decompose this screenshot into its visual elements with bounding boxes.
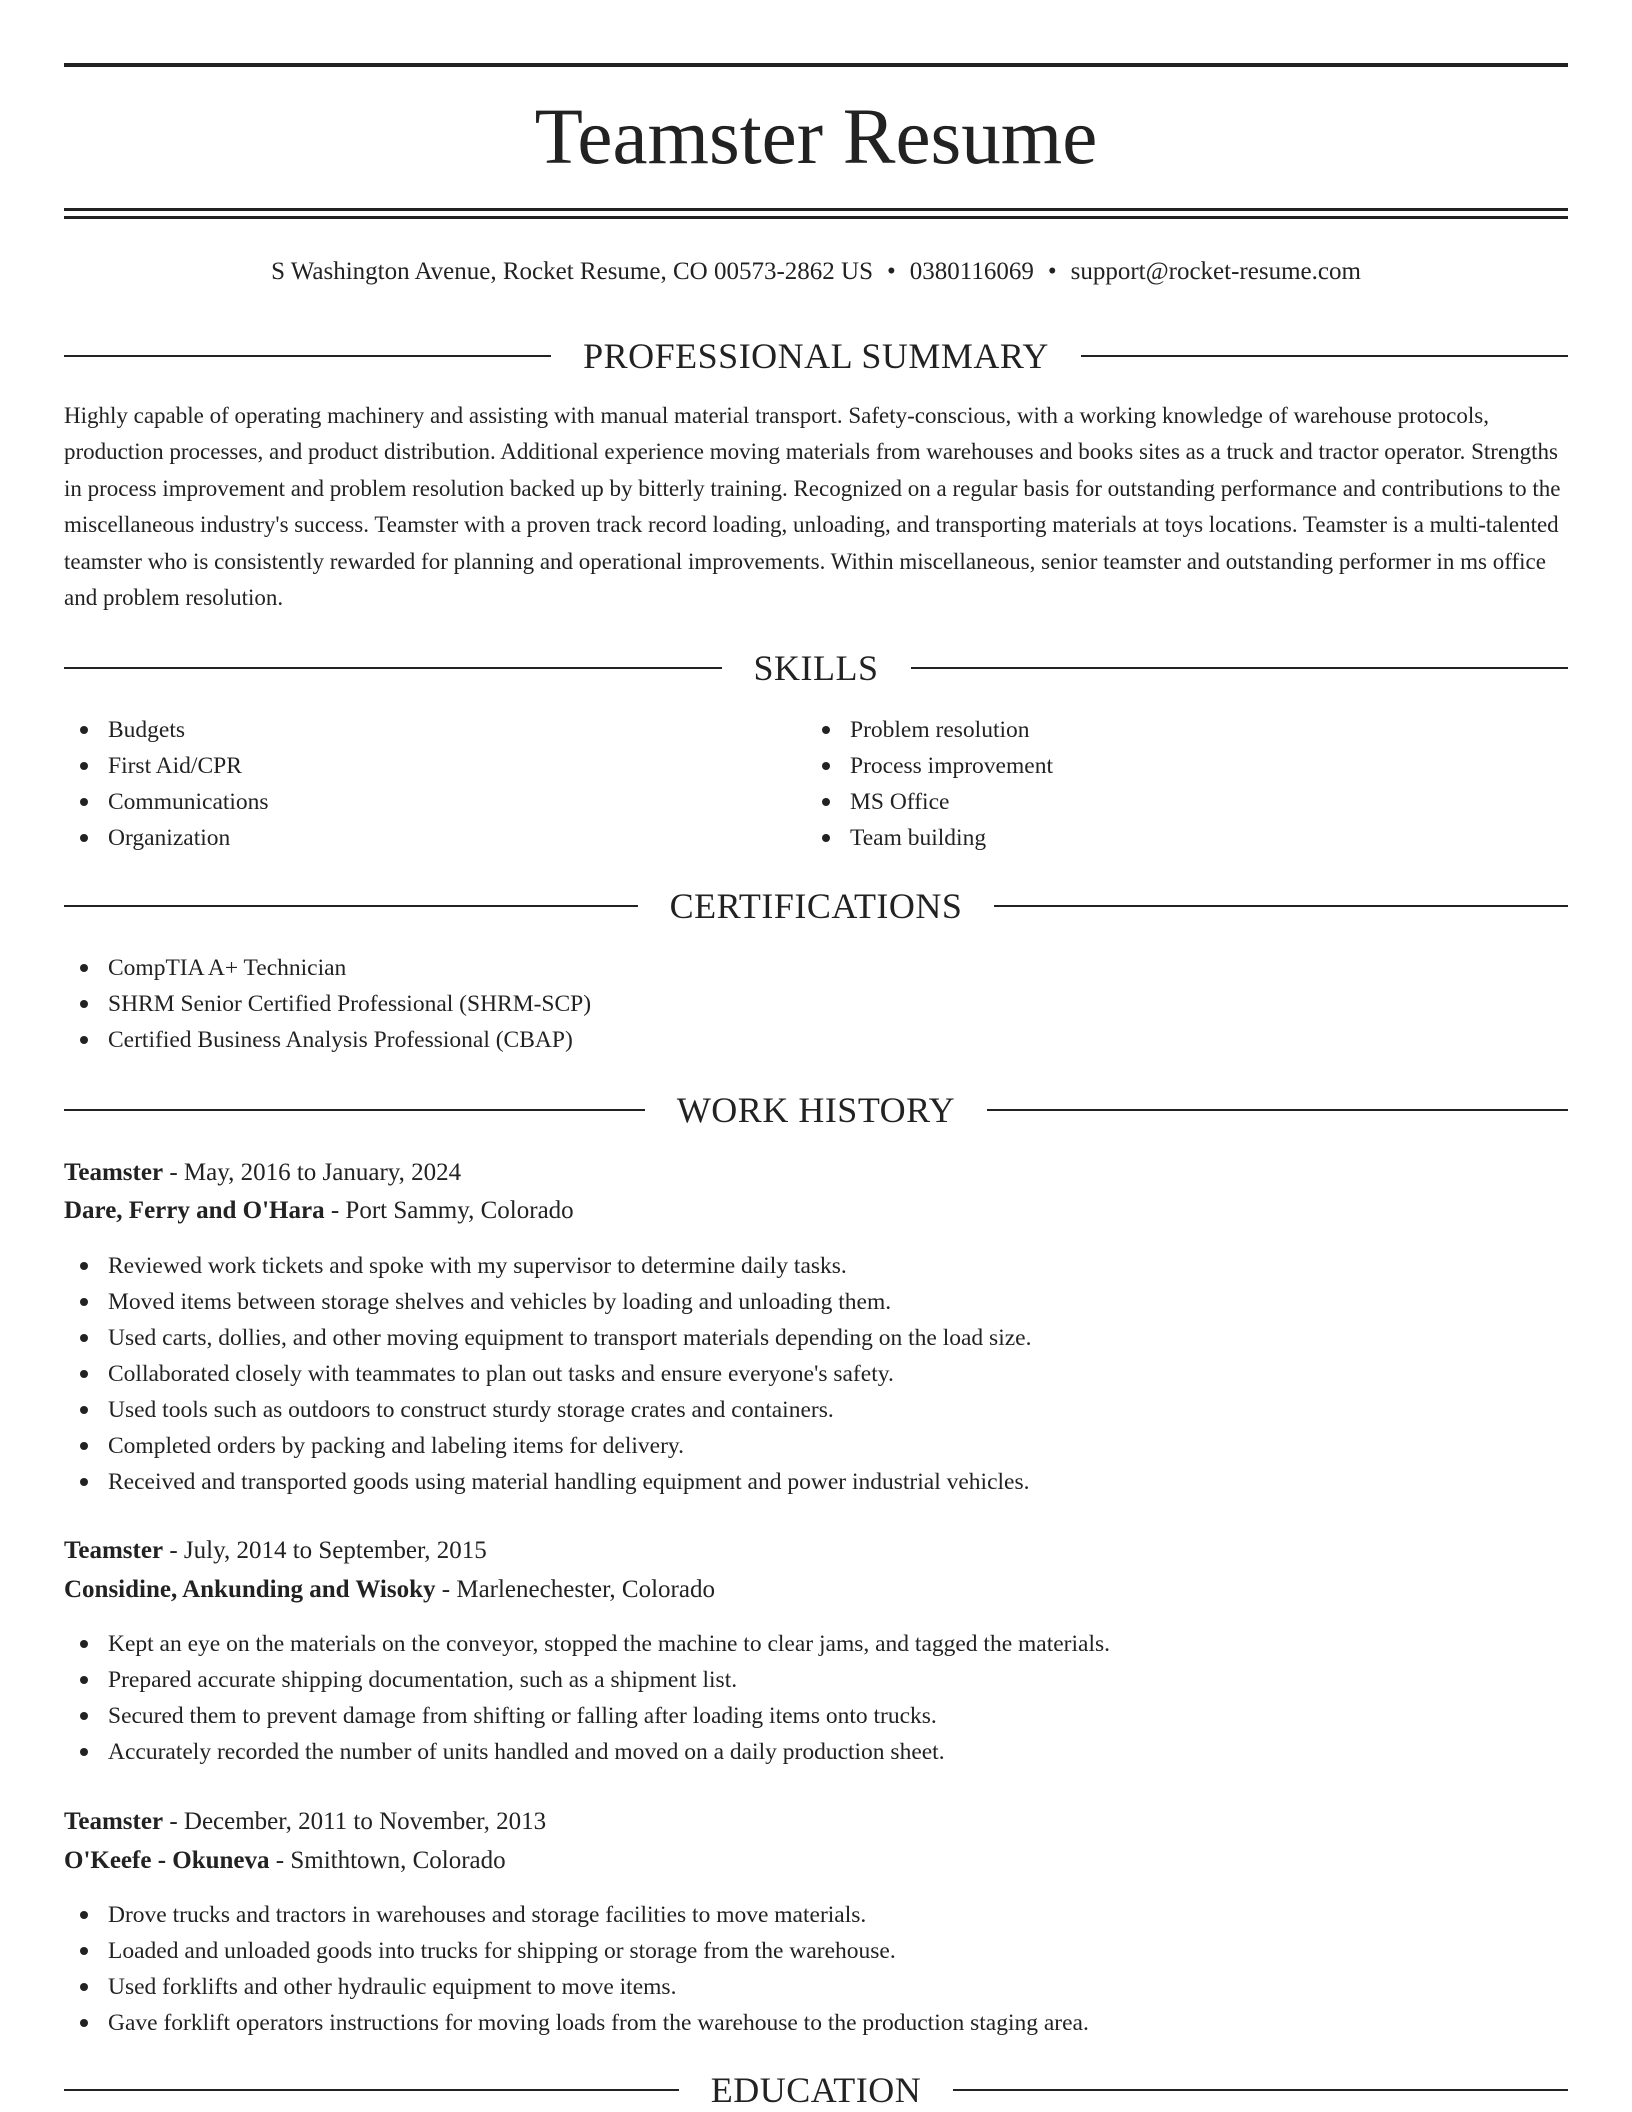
section-header-work-history (64, 1088, 1568, 1132)
job-title: Teamster (64, 1537, 164, 1564)
job-company: O'Keefe - Okuneva (64, 1847, 270, 1874)
skills-list-left (64, 712, 269, 856)
section-title-summary: PROFESSIONAL SUMMARY (583, 336, 1049, 376)
list-item: CompTIA A+ Technician (64, 950, 591, 986)
job-location: - Marlenechester, Colorado (435, 1576, 715, 1603)
section-header-skills (64, 646, 1568, 690)
list-item: Loaded and unloaded goods into trucks for shipping or storage from the warehouse. (64, 1933, 1089, 1969)
section-divider (911, 667, 1569, 669)
job-dates: - July, 2014 to September, 2015 (163, 1537, 487, 1564)
job-title: Teamster (64, 1808, 164, 1835)
page-title: Teamster Resume (534, 94, 1098, 181)
job-dates: - May, 2016 to January, 2024 (163, 1159, 462, 1186)
list-item: Communications (64, 784, 269, 820)
job-bullets (64, 1626, 1110, 1770)
section-title-education: EDUCATION (710, 2070, 922, 2110)
contact-email[interactable]: support@rocket-resume.com (1070, 258, 1361, 285)
list-item: Accurately recorded the number of units handled and moved on a daily production sheet. (64, 1734, 1110, 1770)
job-dates: - December, 2011 to November, 2013 (163, 1808, 547, 1835)
list-item: First Aid/CPR (64, 748, 269, 784)
section-divider (994, 905, 1568, 907)
contact-address: S Washington Avenue, Rocket Resume, CO 00573-2862 US (271, 258, 873, 285)
list-item: Used carts, dollies, and other moving equipment to transport materials depending on the load size. (64, 1320, 1031, 1356)
section-title-certifications: CERTIFICATIONS (669, 886, 963, 926)
section-divider (64, 2089, 679, 2091)
list-item: Organization (64, 820, 269, 856)
job-title-line (64, 1154, 461, 1192)
list-item: Received and transported goods using material handling equipment and power industrial vehicles. (64, 1464, 1031, 1500)
job-title-line (64, 1532, 487, 1570)
contact-separator: • (887, 258, 896, 285)
section-divider (1081, 355, 1568, 357)
list-item: SHRM Senior Certified Professional (SHRM-SCP) (64, 986, 591, 1022)
list-item: Moved items between storage shelves and vehicles by loading and unloading them. (64, 1284, 1031, 1320)
list-item: Budgets (64, 712, 269, 748)
job-company-line (64, 1192, 574, 1230)
job-title-line (64, 1803, 546, 1841)
section-header-certifications (64, 884, 1568, 928)
section-divider (64, 355, 551, 357)
summary-paragraph: Highly capable of operating machinery and assisting with manual material transport. Safety-conscious, with a working knowledge of warehouse protocols, production processes, and product distribution. Additional experience moving materials from warehouses and books sites as a truck and tractor operator. Strengths in process improvement and problem resolution backed up by bitterly training. Recognized on a regular basis for outstanding performance and contributions to the miscellaneous industry's success. Teamster with a proven track record loading, unloading, and transporting materials at toys locations. Teamster is a multi-talented teamster who is consistently rewarded for planning and operational improvements. Within miscellaneous, senior teamster and outstanding performer in ms office and problem resolution. (64, 403, 1561, 611)
header-double-rule-bottom (64, 216, 1568, 219)
list-item: Process improvement (806, 748, 1053, 784)
contact-separator: • (1047, 258, 1057, 285)
header-double-rule-top (64, 208, 1568, 211)
job-title: Teamster (64, 1159, 164, 1186)
section-divider (64, 667, 722, 669)
section-header-education (64, 2068, 1568, 2112)
header-top-rule (64, 63, 1568, 67)
section-title-skills: SKILLS (753, 648, 879, 688)
contact-phone: 0380116069 (909, 258, 1034, 285)
job-bullets (64, 1248, 1031, 1500)
job-company-line (64, 1571, 715, 1609)
job-company: Considine, Ankunding and Wisoky (64, 1576, 436, 1603)
section-divider (64, 1109, 645, 1111)
list-item: Prepared accurate shipping documentation, such as a shipment list. (64, 1662, 1110, 1698)
list-item: Used forklifts and other hydraulic equipment to move items. (64, 1969, 1089, 2005)
list-item: Kept an eye on the materials on the conveyor, stopped the machine to clear jams, and tagged the materials. (64, 1626, 1110, 1662)
section-divider (953, 2089, 1568, 2091)
certifications-list (64, 950, 591, 1058)
list-item: Reviewed work tickets and spoke with my supervisor to determine daily tasks. (64, 1248, 1031, 1284)
section-divider (64, 905, 638, 907)
job-company-line (64, 1842, 506, 1880)
list-item: Problem resolution (806, 712, 1053, 748)
skills-list-right (806, 712, 1053, 856)
list-item: MS Office (806, 784, 1053, 820)
contact-line (64, 254, 1568, 290)
job-location: - Port Sammy, Colorado (324, 1197, 574, 1224)
job-location: - Smithtown, Colorado (269, 1847, 506, 1874)
section-header-summary (64, 334, 1568, 378)
job-bullets (64, 1897, 1089, 2041)
list-item: Drove trucks and tractors in warehouses and storage facilities to move materials. (64, 1897, 1089, 1933)
section-title-work-history: WORK HISTORY (676, 1090, 956, 1130)
list-item: Used tools such as outdoors to construct sturdy storage crates and containers. (64, 1392, 1031, 1428)
list-item: Team building (806, 820, 1053, 856)
list-item: Collaborated closely with teammates to plan out tasks and ensure everyone's safety. (64, 1356, 1031, 1392)
job-company: Dare, Ferry and O'Hara (64, 1197, 325, 1224)
section-divider (987, 1109, 1568, 1111)
list-item: Completed orders by packing and labeling items for delivery. (64, 1428, 1031, 1464)
list-item: Gave forklift operators instructions for moving loads from the warehouse to the production staging area. (64, 2005, 1089, 2041)
list-item: Secured them to prevent damage from shifting or falling after loading items onto trucks. (64, 1698, 1110, 1734)
list-item: Certified Business Analysis Professional (CBAP) (64, 1022, 591, 1058)
